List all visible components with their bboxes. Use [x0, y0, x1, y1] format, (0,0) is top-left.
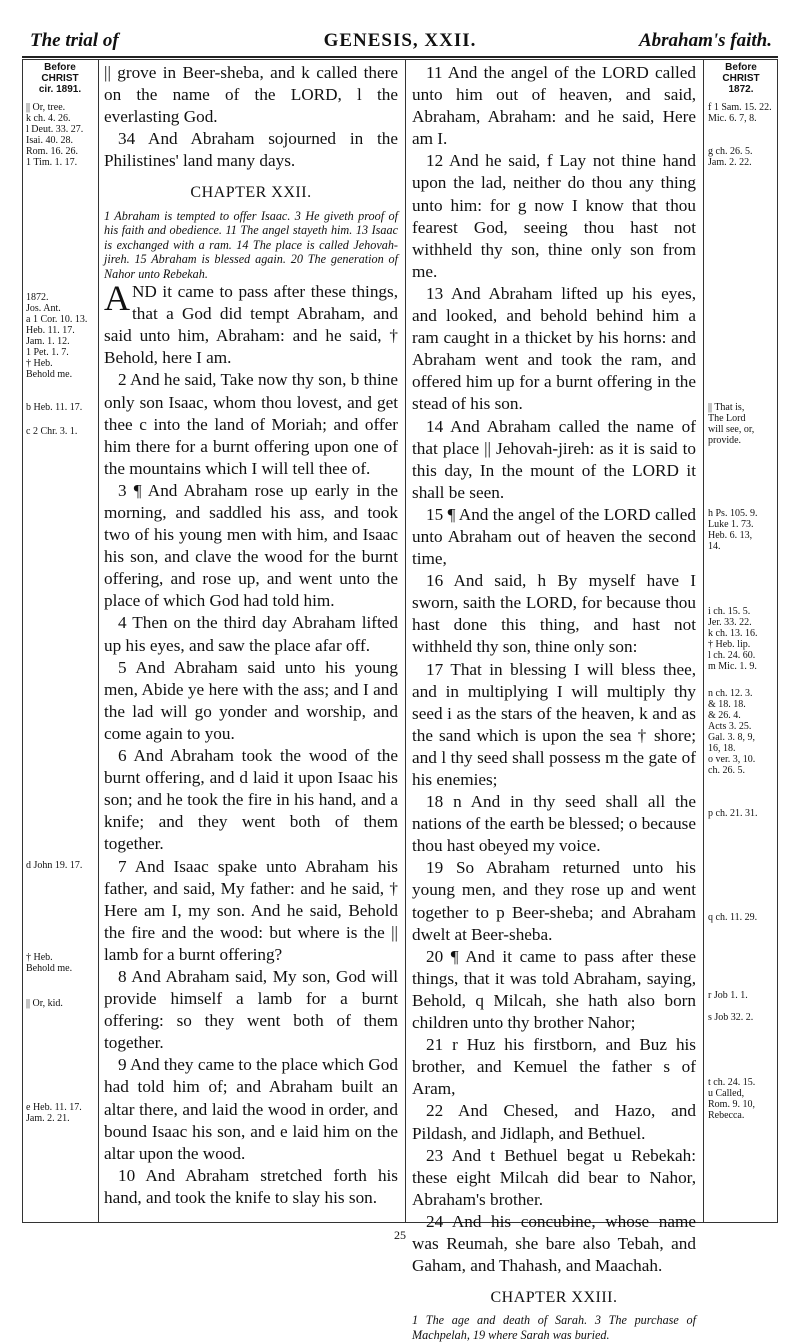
margin-note — [708, 508, 776, 552]
margin-note — [708, 102, 776, 124]
verse: 23 And t Bethuel begat u Rebekah: these eight Milcah did bear to Nahor, Abraham's brother. — [412, 1145, 696, 1209]
margin-note-line: i ch. 15. 5. — [708, 606, 751, 617]
margin-note-line: q ch. 11. 29. — [708, 912, 758, 923]
verse: 11 And the angel of the LORD called unto him out of heaven, and said, Abraham, Abraham: and he said, Here am I. — [412, 63, 696, 149]
verse: 15 ¶ And the angel of the LORD called unto Abraham out of heaven the second time, — [412, 504, 696, 569]
chapter-summary: 1 The age and death of Sarah. 3 The purchase of Machpelah, 19 where Sarah was buried. — [412, 1313, 696, 1342]
margin-note-line: The Lord — [708, 413, 746, 424]
margin-note-line: t ch. 24. 15. — [708, 1077, 756, 1088]
margin-note-line: Jos. Ant. — [26, 303, 61, 314]
margin-note — [708, 912, 776, 923]
margin-note-line: l ch. 24. 60. — [708, 650, 756, 661]
margin-note-line: & 18. 18. — [708, 699, 746, 710]
verse: 13 And Abraham lifted up his eyes, and looked, and behold behind him a ram caught in a thicket by his horns: and Abraham went and took the ram, and offered him up for a burnt offering in the stead of his son. — [412, 283, 696, 414]
margin-note-line: f 1 Sam. 15. 22. — [708, 102, 772, 113]
margin-note — [26, 402, 96, 413]
margin-note-line: k ch. 13. 16. — [708, 628, 758, 639]
margin-note-line: Jam. 2. 22. — [708, 157, 752, 168]
chapter-heading: CHAPTER XXIII. — [490, 1289, 618, 1307]
verse: 24 And his concubine, whose name was Reumah, she bare also Tebah, and Gaham, and Thahash, and Maachah. — [412, 1211, 696, 1276]
running-header — [22, 8, 778, 52]
margin-date-heading — [706, 62, 776, 95]
verse: 8 And Abraham said, My son, God will provide himself a lamb for a burnt offering: so they went both of them together. — [104, 966, 398, 1053]
margin-note-line: u Called, — [708, 1088, 745, 1099]
margin-note — [708, 606, 776, 672]
margin-note — [708, 1012, 776, 1023]
verse: 19 So Abraham returned unto his young men, and they rose up and went together to p Beer-sheba; and Abraham dwelt at Beer-sheba. — [412, 858, 696, 944]
margin-note — [708, 1077, 776, 1121]
verse: 9 And they came to the place which God had told him of; and Abraham built an altar there, and laid the wood in order, and bound Isaac his son, and e laid him on the altar upon the wood. — [104, 1055, 398, 1163]
verse: 5 And Abraham said unto his young men, Abide ye here with the ass; and I and the lad will go yonder and worship, and come again to you. — [104, 657, 398, 743]
margin-note-line: Jer. 33. 22. — [708, 617, 752, 628]
left-margin-notes — [24, 62, 96, 1212]
margin-note-line: will see, or, — [708, 424, 755, 435]
margin-note-line: & 26. 4. — [708, 710, 741, 721]
margin-title-line: cir. 1891. — [38, 84, 82, 95]
margin-note-line: || That is, — [708, 402, 745, 413]
margin-note-line: p ch. 21. 31. — [708, 808, 758, 819]
margin-note-line: 14. — [708, 541, 721, 552]
margin-note-line: Mic. 6. 7, 8. — [708, 113, 757, 124]
verse: 18 n And in thy seed shall all the nations of the earth be blessed; o because thou hast obeyed my voice. — [412, 792, 696, 856]
column-rule — [703, 59, 704, 1223]
verse: 2 And he said, Take now thy son, b thine only son Isaac, whom thou lovest, and get thee c into the land of Moriah; and offer him there for a burnt offering upon one of the mountains which I will tell thee of. — [104, 370, 398, 478]
page-number: 25 — [394, 1228, 406, 1242]
margin-note — [26, 426, 96, 437]
margin-note-line: † Heb. — [26, 358, 53, 369]
margin-note-line: r Job 1. 1. — [708, 990, 748, 1001]
margin-note-line: Rom. 16. 26. — [26, 146, 78, 157]
chapter-summary: 1 Abraham is tempted to offer Isaac. 3 He giveth proof of his faith and obedience. 11 The angel stayeth him. 13 Isaac is exchanged with a ram. 14 The place is called Jehovah-jireh. 15 Abraham is blessed again. 20 The generation of Nahor unto Rebekah. — [104, 208, 398, 281]
margin-note-line: || Or, tree. — [26, 102, 66, 113]
margin-note-line: e Heb. 11. 17. — [26, 1102, 82, 1113]
margin-note-line: Acts 3. 25. — [708, 721, 752, 732]
margin-title-line: 1872. — [728, 84, 754, 95]
margin-note — [708, 808, 776, 819]
margin-note-line: || Or, kid. — [26, 998, 63, 1009]
margin-note-line: ch. 26. 5. — [708, 765, 745, 776]
margin-note-line: l Deut. 33. 27. — [26, 124, 84, 135]
verse: 10 And Abraham stretched forth his hand, and took the knife to slay his son. — [104, 1165, 398, 1207]
margin-note-line: o ver. 3, 10. — [708, 754, 756, 765]
margin-note-line: † Heb. lip. — [708, 639, 751, 650]
verse: 12 And he said, f Lay not thine hand upon the lad, neither do thou any thing unto him: for g now I know that thou fearest God, seeing thou hast not withheld thy son, thine only son from me. — [412, 151, 696, 281]
header-right: Abraham's faith. — [638, 30, 772, 51]
margin-note-line: Heb. 11. 17. — [26, 325, 75, 336]
margin-note-line: 16, 18. — [708, 743, 736, 754]
margin-title-line: Before — [44, 62, 76, 73]
margin-note — [26, 292, 96, 380]
margin-note-line: n ch. 12. 3. — [708, 688, 753, 699]
margin-note — [26, 1102, 96, 1124]
header-left: The trial of — [30, 30, 119, 51]
margin-note-line: Behold me. — [26, 963, 73, 974]
margin-note-line: Isai. 40. 28. — [26, 135, 73, 146]
column-rule — [98, 59, 99, 1223]
margin-note-line: b Heb. 11. 17. — [26, 402, 83, 413]
verse: 20 ¶ And it came to pass after these things, that it was told Abraham, saying, Behold, q Milcah, she hath also born children unto thy brother Nahor; — [412, 946, 696, 1033]
header-rule — [22, 56, 778, 58]
margin-note — [26, 102, 96, 168]
margin-note-line: 1 Tim. 1. 17. — [26, 157, 78, 168]
text-column-2 — [412, 62, 696, 1342]
verse: 3 ¶ And Abraham rose up early in the morning, and saddled his ass, and took two of his young men with him, and Isaac his son, and clave the wood for the burnt offering, and rose up, and went unto the place of which God had told him. — [104, 480, 398, 611]
verse: 6 And Abraham took the wood of the burnt offering, and d laid it upon Isaac his son; and he took the fire in his hand, and a knife; and they went both of them together. — [104, 746, 398, 854]
margin-note-line: h Ps. 105. 9. — [708, 508, 758, 519]
header-center: GENESIS, XXII. — [323, 30, 477, 51]
margin-note-line: Gal. 3. 8, 9, — [708, 732, 755, 743]
verse: 34 And Abraham sojourned in the Philistines' land many days. — [104, 129, 398, 171]
verse-text: ND it came to pass after these things, that a God did tempt Abraham, and said unto him, Abraham: and he said, † Behold, here I am. — [104, 282, 398, 368]
right-margin-notes — [706, 62, 776, 1212]
drop-cap: A — [104, 278, 130, 319]
margin-note — [708, 688, 776, 776]
margin-note-line: Rebecca. — [708, 1110, 745, 1121]
margin-note — [708, 402, 776, 446]
margin-title-line: CHRIST — [722, 73, 760, 84]
margin-note — [708, 146, 776, 168]
verse: 4 Then on the third day Abraham lifted up his eyes, and saw the place afar off. — [104, 613, 398, 655]
margin-note — [26, 952, 96, 974]
margin-note-line: s Job 32. 2. — [708, 1012, 754, 1023]
margin-note-line: provide. — [708, 435, 742, 446]
verse: 7 And Isaac spake unto Abraham his father, and said, My father: and he said, † Here am I, my son. And he said, Behold the fire and the wood: but where is the || lamb for a burnt offering? — [104, 856, 398, 964]
column-rule — [405, 59, 406, 1223]
margin-note-line: Luke 1. 73. — [708, 519, 754, 530]
margin-note — [26, 998, 96, 1009]
margin-note — [26, 860, 96, 871]
margin-note-line: k ch. 4. 26. — [26, 113, 71, 124]
verse: 17 That in blessing I will bless thee, and in multiplying I will multiply thy seed i as the stars of the heaven, k and as the sand which is upon the sea † shore; and l thy seed shall possess m the gate of his enemies; — [412, 659, 696, 789]
chapter-heading: CHAPTER XXII. — [190, 184, 312, 202]
margin-note-line: d John 19. 17. — [26, 860, 83, 871]
margin-note — [708, 990, 776, 1001]
verse: 16 And said, h By myself have I sworn, saith the LORD, for because thou hast done this thing, and hast not withheld thy son, thine only son: — [412, 571, 696, 657]
verse: 22 And Chesed, and Hazo, and Pildash, and Jidlaph, and Bethuel. — [412, 1101, 696, 1143]
margin-note-line: Behold me. — [26, 369, 73, 380]
margin-note-line: c 2 Chr. 3. 1. — [26, 426, 78, 437]
text-column-1 — [104, 62, 398, 1209]
margin-note-line: m Mic. 1. 9. — [708, 661, 757, 672]
margin-note-line: 1 Pet. 1. 7. — [26, 347, 69, 358]
verse: 21 r Huz his firstborn, and Buz his brother, and Kemuel the father s of Aram, — [412, 1035, 696, 1099]
margin-title-line: Before — [725, 62, 757, 73]
margin-note-line: g ch. 26. 5. — [708, 146, 753, 157]
margin-note-line: 1872. — [26, 292, 49, 303]
margin-note-line: Jam. 2. 21. — [26, 1113, 70, 1124]
margin-note-line: Rom. 9. 10, — [708, 1099, 755, 1110]
margin-date-heading — [24, 62, 96, 95]
verse-1 — [104, 278, 398, 369]
margin-title-line: CHRIST — [41, 73, 79, 84]
margin-note-line: Heb. 6. 13, — [708, 530, 753, 541]
margin-note-line: a 1 Cor. 10. 13. — [26, 314, 88, 325]
margin-note-line: Jam. 1. 12. — [26, 336, 70, 347]
verse: 14 And Abraham called the name of that place || Jehovah-jireh: as it is said to this day, In the mount of the LORD it shall be seen. — [412, 416, 696, 502]
margin-note-line: † Heb. — [26, 952, 53, 963]
verse: || grove in Beer-sheba, and k called there on the name of the LORD, l the everlasting God. — [104, 63, 398, 127]
